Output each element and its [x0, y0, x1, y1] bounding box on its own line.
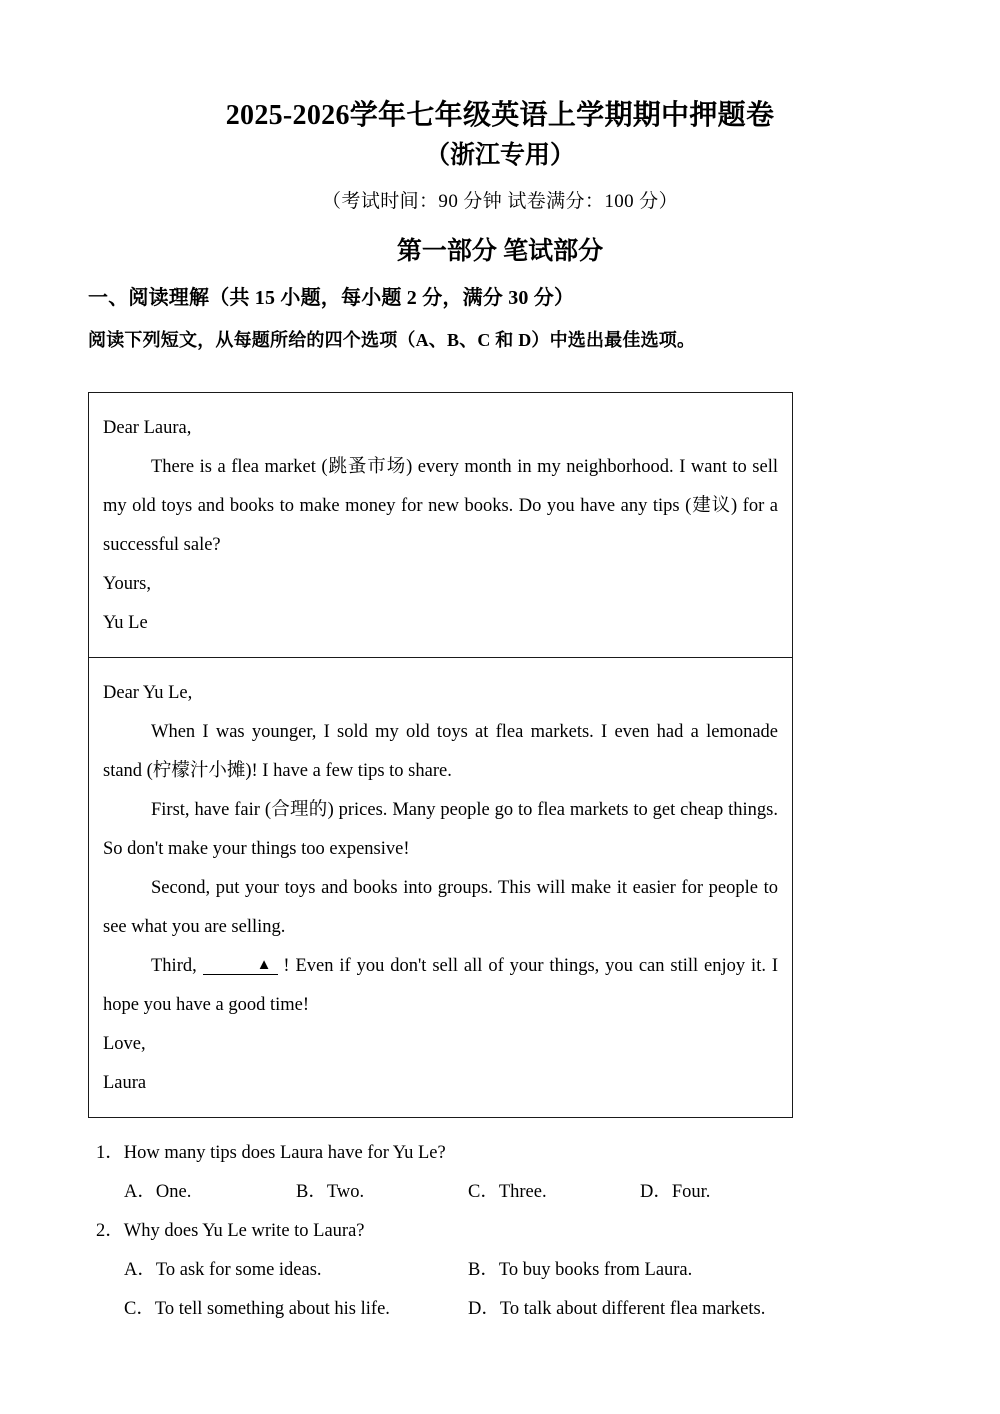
question-options-row-1	[88, 1251, 912, 1290]
option-d[interactable]	[640, 1173, 812, 1212]
question-options-row-2	[88, 1290, 912, 1329]
option-c-text: Three.	[498, 1182, 547, 1202]
option-c-label: C．	[124, 1299, 155, 1319]
letter-two-closing: Love,	[103, 1034, 146, 1054]
option-d[interactable]	[468, 1290, 812, 1329]
letter-one-signature: Yu Le	[103, 613, 148, 633]
letter-two-salutation: Dear Yu Le,	[103, 683, 193, 703]
letter-two-paragraph-4	[103, 947, 778, 1025]
letter-two-paragraph-2: First, have fair (合理的) prices. Many people go to flea markets to get cheap things. So don't make your things too expensive!	[103, 800, 778, 859]
part-heading: 第一部分 笔试部分	[396, 238, 604, 265]
reading-passage-box	[88, 392, 793, 1118]
option-b-label: B．	[296, 1182, 327, 1202]
answer-blank-triangle-icon: ▲	[203, 957, 278, 975]
section-heading: 一、阅读理解（共 15 小题，每小题 2 分，满分 30 分）	[88, 287, 575, 309]
option-a[interactable]	[124, 1251, 468, 1290]
letter-two-paragraph-1: When I was younger, I sold my old toys at flea markets. I even had a lemonade stand (柠檬汁小摊)! I have a few tips to share.	[103, 722, 778, 781]
option-d-label: D．	[640, 1182, 672, 1202]
letter-one-closing: Yours,	[103, 574, 151, 594]
question-text: Why does Yu Le write to Laura?	[123, 1221, 365, 1241]
option-d-label: D．	[468, 1299, 500, 1319]
option-c-label: C．	[468, 1182, 499, 1202]
option-c[interactable]	[124, 1290, 468, 1329]
option-a-label: A．	[124, 1260, 156, 1280]
option-a-label: A．	[124, 1182, 156, 1202]
question-number: 1．	[96, 1143, 124, 1163]
option-c-text: To tell something about his life.	[154, 1299, 390, 1319]
option-c[interactable]	[468, 1173, 640, 1212]
page-title: 2025-2026学年七年级英语上学期期中押题卷	[225, 100, 775, 131]
option-a-text: One.	[155, 1182, 192, 1202]
question-list	[88, 1118, 912, 1329]
letter-one-body: There is a flea market (跳蚤市场) every month in my neighborhood. I want to sell my old toys and books to make money for new books. Do you have any tips (建议) for a successful sale?	[103, 457, 778, 555]
paragraph-4-tail: ! Even if you don't sell all of your things, you can still enjoy it. I hope you have a good time!	[103, 956, 779, 1015]
option-b-text: To buy books from Laura.	[498, 1260, 693, 1280]
exam-info: （考试时间：90 分钟 试卷满分：100 分）	[322, 191, 678, 212]
option-b[interactable]	[296, 1173, 468, 1212]
letter-one-salutation: Dear Laura,	[103, 418, 192, 438]
question-stem	[88, 1134, 912, 1173]
section-instruction: 阅读下列短文，从每题所给的四个选项（A、B、C 和 D）中选出最佳选项。	[88, 330, 696, 350]
option-b-label: B．	[468, 1260, 499, 1280]
page-subtitle: （浙江专用）	[424, 142, 575, 169]
question-options	[88, 1173, 912, 1212]
option-b[interactable]	[468, 1251, 812, 1290]
option-d-text: Four.	[671, 1182, 711, 1202]
option-d-text: To talk about different flea markets.	[499, 1299, 766, 1319]
question-text: How many tips does Laura have for Yu Le?	[123, 1143, 446, 1163]
option-a-text: To ask for some ideas.	[155, 1260, 322, 1280]
option-b-text: Two.	[326, 1182, 365, 1202]
letter-two-signature: Laura	[103, 1073, 147, 1093]
letter-from-yu-le	[89, 393, 792, 657]
paragraph-4-lead-in: Third,	[151, 956, 197, 976]
letter-from-laura	[89, 657, 792, 1117]
question-item	[88, 1134, 912, 1212]
question-stem	[88, 1212, 912, 1251]
option-a[interactable]	[124, 1173, 296, 1212]
letter-two-paragraph-3: Second, put your toys and books into groups. This will make it easier for people to see what you are selling.	[103, 878, 778, 937]
question-item	[88, 1212, 912, 1329]
question-number: 2．	[96, 1221, 124, 1241]
